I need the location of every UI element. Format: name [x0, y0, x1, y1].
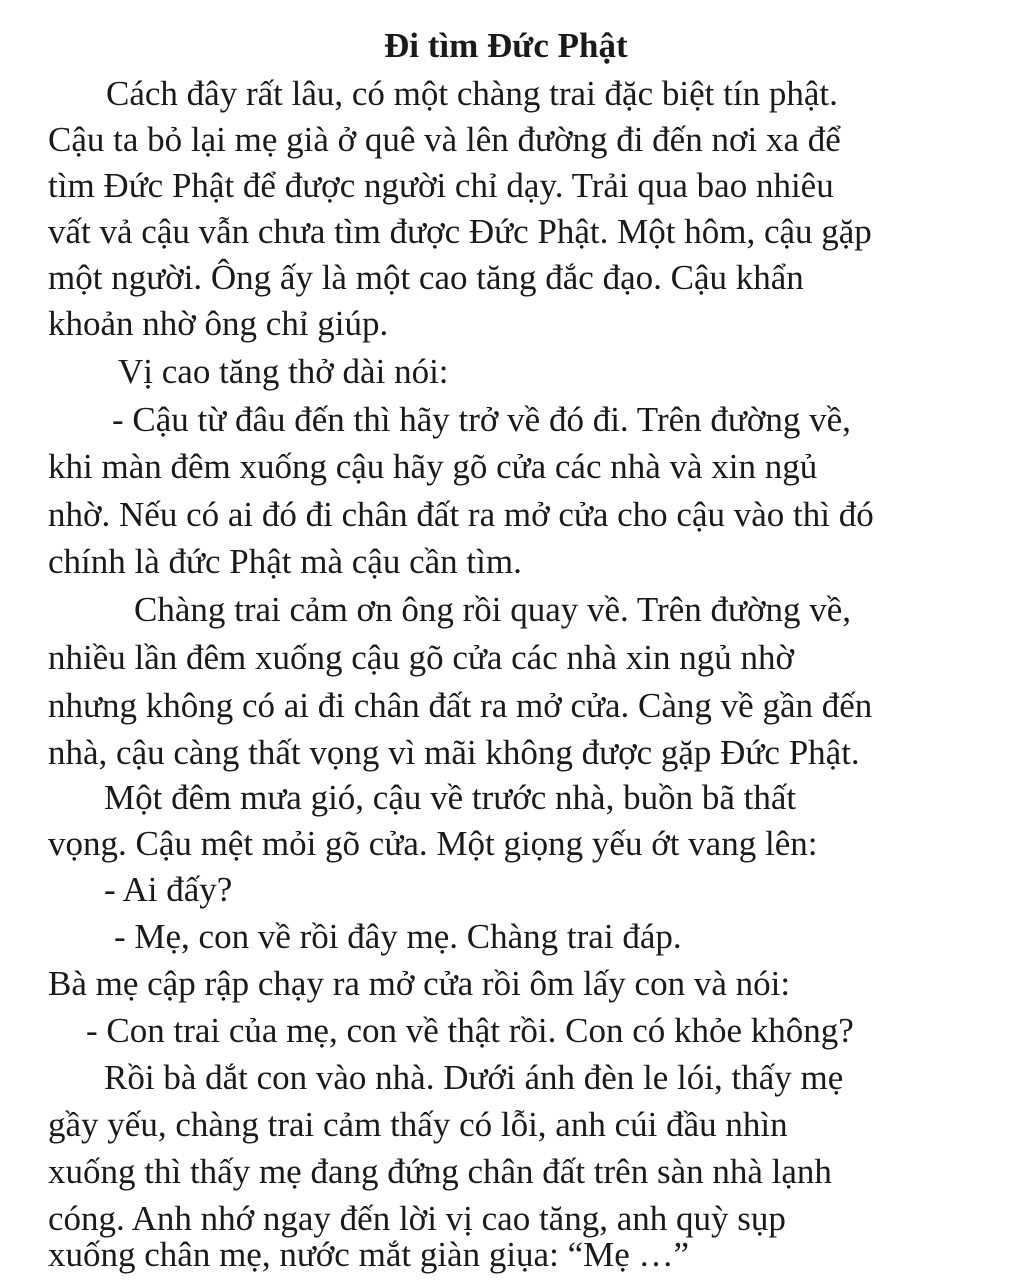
text-line: nhưng không có ai đi chân đất ra mở cửa. Càng về gần đến — [48, 686, 873, 725]
text-line: Vị cao tăng thở dài nói: — [118, 352, 449, 391]
text-line: nhiều lần đêm xuống cậu gõ cửa các nhà xin ngủ nhờ — [48, 638, 795, 677]
text-line: nhà, cậu càng thất vọng vì mãi không được gặp Đức Phật. — [48, 733, 860, 772]
text-line: - Con trai của mẹ, con về thật rồi. Con có khỏe không? — [86, 1011, 854, 1050]
text-line: xuống chân mẹ, nước mắt giàn giụa: “Mẹ …” — [48, 1235, 690, 1274]
text-line: Cậu ta bỏ lại mẹ già ở quê và lên đường đi đến nơi xa để — [48, 120, 841, 159]
document-title: Đi tìm Đức Phật — [384, 26, 628, 65]
text-line: cóng. Anh nhớ ngay đến lời vị cao tăng, anh quỳ sụp — [48, 1199, 786, 1238]
text-line: vất vả cậu vẫn chưa tìm được Đức Phật. Một hôm, cậu gặp — [48, 212, 872, 251]
text-line: gầy yếu, chàng trai cảm thấy có lỗi, anh cúi đầu nhìn — [48, 1105, 788, 1144]
text-line: khoản nhờ ông chỉ giúp. — [48, 304, 389, 343]
text-line: vọng. Cậu mệt mỏi gõ cửa. Một giọng yếu ớt vang lên: — [48, 824, 818, 863]
text-line: Bà mẹ cập rập chạy ra mở cửa rồi ôm lấy con và nói: — [48, 964, 791, 1003]
text-line: - Cậu từ đâu đến thì hãy trở về đó đi. Trên đường về, — [112, 400, 851, 439]
text-line: tìm Đức Phật để được người chỉ dạy. Trải qua bao nhiêu — [48, 166, 834, 205]
text-line: nhờ. Nếu có ai đó đi chân đất ra mở cửa cho cậu vào thì đó — [48, 495, 874, 534]
text-line: Một đêm mưa gió, cậu về trước nhà, buồn bã thất — [104, 778, 797, 817]
text-line: một người. Ông ấy là một cao tăng đắc đạo. Cậu khẩn — [48, 258, 804, 297]
text-line: xuống thì thấy mẹ đang đứng chân đất trên sàn nhà lạnh — [48, 1152, 832, 1191]
text-line: Rồi bà dắt con vào nhà. Dưới ánh đèn le lói, thấy mẹ — [104, 1058, 844, 1097]
text-line: khi màn đêm xuống cậu hãy gõ cửa các nhà và xin ngủ — [48, 447, 818, 486]
text-line: Cách đây rất lâu, có một chàng trai đặc biệt tín phật. — [106, 74, 838, 113]
text-line: chính là đức Phật mà cậu cần tìm. — [48, 542, 522, 581]
text-line: Chàng trai cảm ơn ông rồi quay về. Trên đường về, — [134, 590, 851, 629]
text-line: - Mẹ, con về rồi đây mẹ. Chàng trai đáp. — [114, 917, 682, 956]
text-line: - Ai đấy? — [104, 870, 233, 909]
